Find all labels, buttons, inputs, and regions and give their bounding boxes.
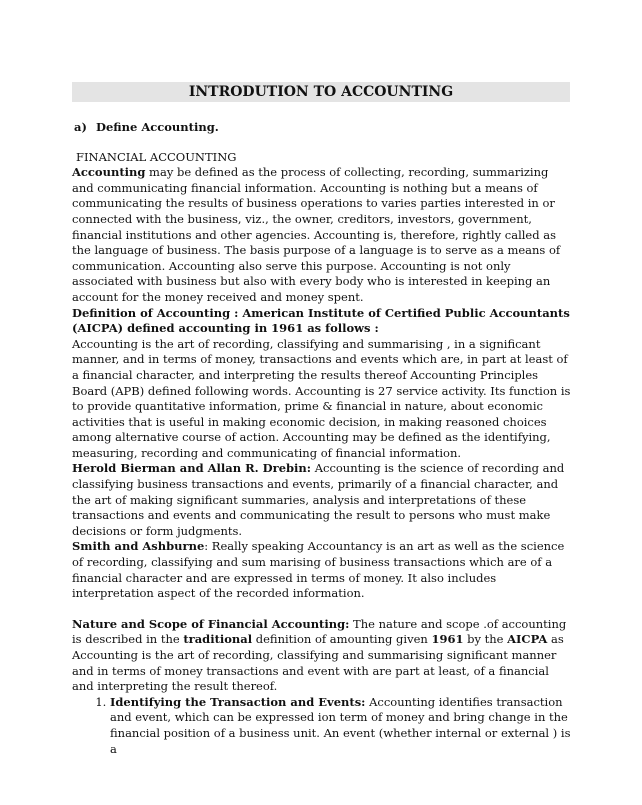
year-bold: 1961 [431,632,464,647]
list-item [110,695,572,757]
paragraph-accounting-intro [72,165,572,305]
paragraph-text: : Really speaking Accountancy is an art as well as the science of recording, classifying and sum marising of business transactions which are of a financial character and are expressed in terms of money. It also includes interpretation aspect of the recorded information. [72,539,565,601]
section-subheading: FINANCIAL ACCOUNTING [76,149,237,164]
question-heading [72,120,572,136]
term-bold: traditional [183,632,253,647]
definition-heading [72,306,572,337]
list-item-bold: Identifying the Transaction and Events: [110,694,366,709]
question-text: Define Accounting. [96,120,219,134]
paragraph-text: definition of amounting given [252,632,432,647]
section-bold: Nature and Scope of Financial Accounting: [72,616,350,631]
paragraph-text: Accounting is the science of recording and classifying business transactions and events, primarily of a financial character, and the art of making significant summaries, analysis and interpretations of these transactions and events and communicating the result to persons who must make decisions or form judgments. [72,461,565,538]
paragraph-bierman-drebin [72,461,572,539]
org-bold: AICPA [507,632,548,647]
numbered-list [72,695,572,757]
paragraph-aicpa-definition: Accounting is the art of recording, classifying and summarising , in a significant manner, and in terms of money, transactions and events which are, in part at least of a financial character, and interpreting the results thereof Accounting Principles Board (APB) defined following words. Accounting is 27 service activity. Its function is to provide quantitative information, prime & financial in nature, about economic activities that is useful in making economic decision, in making reasoned choices among alternative course of action. Accounting may be defined as the identifying, measuring, recording and communicating of financial information. [72,336,571,460]
paragraph-text: The nature and scope .of accounting is described in the [72,616,567,647]
page-title: INTRODUTION TO ACCOUNTING [72,82,570,102]
question-number: a) [74,120,87,134]
paragraph-nature-scope [72,617,572,695]
definition-heading-text: Definition of Accounting : American Institute of Certified Public Accountants (AICPA) defined accounting in 1961 as follows : [72,305,570,336]
paragraph-text: by the [463,632,508,647]
term-bold: Accounting [72,165,146,180]
paragraph-text: as Accounting is the art of recording, classifying and summarising significant manner and in terms of money transactions and event with are part at least, of a financial and interpreting the result thereof. [72,632,564,694]
list-item-text: Accounting identifies transaction and event, which can be expressed ion term of money and bring change in the financial position of a business unit. An event (whether internal or external ) is a [110,694,571,756]
paragraph-gap [72,602,572,617]
paragraph-smith-ashburne [72,539,572,601]
author-bold: Smith and Ashburne [72,539,205,554]
author-bold: Herold Bierman and Allan R. Drebin: [72,461,312,476]
document-body [72,120,572,757]
paragraph-text: may be defined as the process of collecting, recording, summarizing and communicating financial information. Accounting is nothing but a means of communicating the results of business operations to varies parties interested in or connected with the business, viz., the owner, creditors, investors, government, financial institutions and other agencies. Accounting is, therefore, rightly called as the language of business. The basis purpose of a language is to serve as a means of communication. Accounting also serve this purpose. Accounting is not only associated with business but also with every body who is interested in keeping an account for the money received and money spent. [72,165,561,304]
